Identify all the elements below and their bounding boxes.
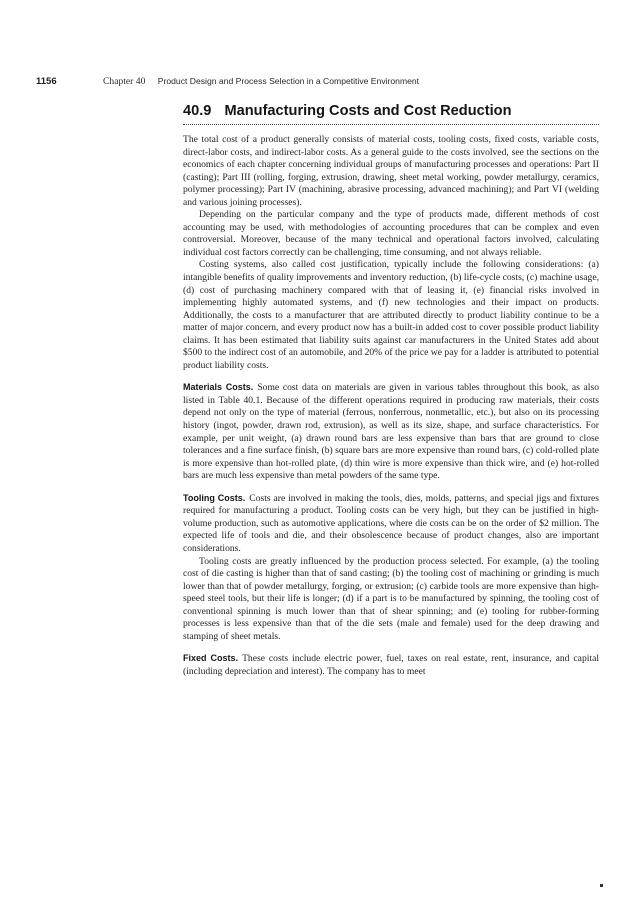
materials-costs-heading: Materials Costs. (183, 382, 254, 393)
page-number: 1156 (36, 76, 57, 87)
paragraph-accounting: Depending on the particular company and the type of products made, different methods of cost accounting may be used, with methodologies of accounting procedures that can be complex and even controversial. Moreover, because of the many technical and operational factors involved, calculating individual cost factors correctly can be challenging, time consuming, and not always reliable. (183, 209, 599, 258)
fixed-costs-section (183, 652, 599, 678)
chapter-label: Chapter 40 (103, 76, 146, 87)
running-header (103, 76, 419, 87)
heading-rule (183, 124, 599, 125)
tooling-costs-text: Costs are involved in making the tools, dies, molds, patterns, and special jigs and fixtures required for manufacturing a product. Tooling costs can be very high, but they can be justified in high-volume production, such as automotive applications, where die costs can be on the order of $2 million. The expected life of tools and die, and their obsolescence because of product changes, also are important considerations. (183, 492, 600, 554)
materials-costs-section (183, 381, 599, 482)
paragraph-costing-systems: Costing systems, also called cost justification, typically include the following considerations: (a) intangible benefits of quality improvements and inventory reduction, (b) life-cycle costs, (c) machine usage, (d) cost of purchasing machinery compared with that of leasing it, (e) financial risks involved in implementing highly automated systems, and (f) new technologies and their impact on products. Additionally, the costs to a manufacturer that are attributed directly to product liability continue to be a matter of major concern, and every product now has a built-in added cost to cover possible product liability claims. It has been estimated that liability suits against car manufacturers in the United States add about $500 to the indirect cost of an automobile, and 20% of the price we pay for a ladder is attributed to potential product liability costs. (183, 259, 599, 371)
materials-costs-text: Some cost data on materials are given in various tables throughout this book, as also listed in Table 40.1. Because of the different operations required in producing raw materials, their costs depend not only on the type of material (ferrous, nonferrous, nonmetallic, etc.), but also on its processing history (ingot, powder, drawn rod, extrusion), as well as its size, shape, and surface characteristics. For example, per unit weight, (a) drawn round bars are less expensive than bars that are ground to close tolerances and a fine surface finish, (b) square bars are more expensive than round bars, (c) cold-rolled plate is more expensive than hot-rolled plate, (d) thin wire is more expensive than thick wire, and (e) hot-rolled bars are much less expensive than metal powders of the same type. (183, 382, 599, 482)
fixed-costs-heading: Fixed Costs. (183, 653, 239, 664)
chapter-title: Product Design and Process Selection in a Competitive Environment (157, 76, 420, 86)
section-heading (183, 103, 511, 119)
page-mark (600, 884, 603, 887)
fixed-costs-text: These costs include electric power, fuel, taxes on real estate, rent, insurance, and capital (including depreciation and interest). The company has to meet (183, 653, 599, 677)
section-number: 40.9 (183, 103, 212, 119)
body-text (183, 134, 599, 678)
section-title: Manufacturing Costs and Cost Reduction (224, 103, 512, 119)
tooling-costs-heading: Tooling Costs. (183, 492, 246, 503)
paragraph-intro: The total cost of a product generally consists of material costs, tooling costs, fixed costs, variable costs, direct-labor costs, and indirect-labor costs. As a general guide to the costs involved, see the sections on the economics of each chapter concerning individual groups of manufacturing processes and operations: Part II (casting); Part III (rolling, forging, extrusion, drawing, sheet metal working, powder metallurgy, ceramics, polymer processing); Part IV (machining, abrasive processing, advanced machining); and Part VI (welding and various joining processes). (183, 134, 599, 208)
tooling-costs-text-2: Tooling costs are greatly influenced by the production process selected. For example, (a) the tooling cost of die casting is higher than that of sand casting; (b) the tooling cost of machining or grinding is much lower than that of powder metallurgy, forging, or extrusion; (c) carbide tools are more expensive than high-speed steel tools, but their life is longer; (d) if a part is to be manufactured by spinning, the tooling cost of conventional spinning is much lower than that of shear spinning; and (e) tooling for rubber-forming processes is less expensive than that of the die sets (male and female) used for the deep drawing and stamping of sheet metals. (183, 555, 599, 642)
tooling-costs-section (183, 492, 599, 644)
